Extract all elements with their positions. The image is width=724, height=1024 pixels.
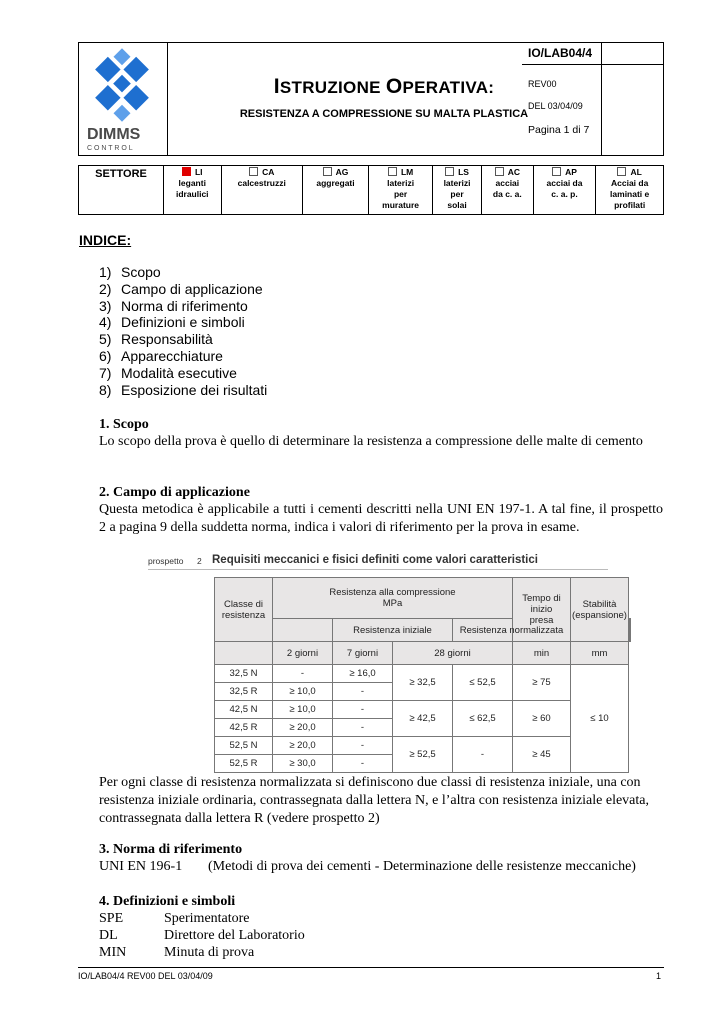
toc-item[interactable]: 5) Responsabilità xyxy=(99,331,213,348)
settore-label: SETTORE xyxy=(79,166,164,215)
header-28-giorni: 28 giorni xyxy=(393,642,513,665)
table-row: 42,5 N ≥ 10,0 - ≥ 42,5 ≤ 62,5 ≥ 60 xyxy=(215,701,631,719)
prospetto-title: Requisiti meccanici e fisici definiti come valori caratteristici xyxy=(212,554,538,566)
document-title: ISTRUZIONE OPERATIVA: xyxy=(273,75,495,98)
prospetto-table xyxy=(214,577,631,773)
footer-page-number: 1 xyxy=(656,971,662,981)
section-4-heading: 4. Definizioni e simboli xyxy=(99,894,236,909)
checkbox-icon[interactable] xyxy=(445,167,454,176)
revision-date: DEL 03/04/09 xyxy=(528,101,583,111)
doc-code: IO/LAB04/4 xyxy=(528,46,593,60)
toc-item[interactable]: 1) Scopo xyxy=(99,264,161,280)
header-stabilita: Stabilità (espansione) xyxy=(571,578,629,642)
section-3-text: (Metodi di prova dei cementi - Determinazione delle resistenze meccaniche) xyxy=(208,859,636,874)
checkbox-icon[interactable] xyxy=(552,167,561,176)
table-row: 32,5 R ≥ 10,0 - xyxy=(215,683,631,701)
settore-item-ca[interactable]: CA calcestruzzi xyxy=(221,166,302,215)
footer-rule xyxy=(78,967,664,968)
footer-doc-ref: IO/LAB04/4 REV00 DEL 03/04/09 xyxy=(78,971,213,981)
section-2-text: Questa metodica è applicabile a tutti i cementi descritti nella UNI EN 197-1. A tal fine, il prospetto 2 a pagina 9 della suddetta norma, indica i valori di riferimento per la prova in esame. xyxy=(99,502,663,535)
unit-min: min xyxy=(513,642,571,665)
logo-text: DIMMS xyxy=(87,126,141,143)
toc-item[interactable]: 2) Campo di applicazione xyxy=(99,280,263,297)
toc-item[interactable]: 3) Norma di riferimento xyxy=(99,297,248,314)
settore-item-li[interactable]: LI leganti idraulici xyxy=(164,166,222,215)
checkbox-icon[interactable] xyxy=(249,167,258,176)
definition-row: SPE Sperimentatore xyxy=(99,911,250,926)
header-iniziale: Resistenza iniziale xyxy=(333,619,453,642)
header-empty xyxy=(273,619,333,642)
table-of-contents xyxy=(99,264,267,398)
section-2-heading: 2. Campo di applicazione xyxy=(99,485,250,500)
toc-item[interactable]: 4) Definizioni e simboli xyxy=(99,314,245,331)
table-row: 32,5 N - ≥ 16,0 ≥ 32,5 ≤ 52,5 ≥ 75 ≤ 10 xyxy=(215,665,631,683)
definition-row: MIN Minuta di prova xyxy=(99,945,255,960)
logo-subtext: C O N T R O L xyxy=(87,145,133,152)
header-2-giorni: 2 giorni xyxy=(273,642,333,665)
logo-cell xyxy=(79,43,168,155)
header-classe: Classe di resistenza xyxy=(215,578,273,642)
classes-explanation: Per ogni classe di resistenza normalizzata si definiscono due classi di resistenza iniziale, una con resistenza iniziale ordinaria, contrassegnata dalla lettera N, e l’altra con resistenza iniziale elevata, contrassegnata dalla lettera R (vedere prospetto 2) xyxy=(99,775,649,826)
settore-item-ls[interactable]: LS laterizi per solai xyxy=(433,166,482,215)
prospetto-tag: prospetto xyxy=(148,556,184,566)
definition-row: DL Direttore del Laboratorio xyxy=(99,928,305,943)
header-tempo: Tempo di inizio presa xyxy=(513,578,571,642)
settore-item-al[interactable]: AL Acciai da laminati e profilati xyxy=(596,166,664,215)
settore-table xyxy=(78,165,664,215)
table-row: 42,5 R ≥ 20,0 - xyxy=(215,719,631,737)
index-title: INDICE: xyxy=(79,232,132,248)
toc-item[interactable]: 8) Esposizione dei risultati xyxy=(99,381,268,398)
section-3-heading: 3. Norma di riferimento xyxy=(99,842,243,857)
settore-item-ap[interactable]: AP acciai da c. a. p. xyxy=(533,166,596,215)
document-subtitle: RESISTENZA A COMPRESSIONE SU MALTA PLASTICA xyxy=(239,108,529,120)
toc-item[interactable]: 6) Apparecchiature xyxy=(99,347,223,364)
checkbox-icon[interactable] xyxy=(617,167,626,176)
checkbox-checked-icon[interactable] xyxy=(182,167,191,176)
section-1-heading: 1. Scopo xyxy=(99,417,149,432)
checkbox-icon[interactable] xyxy=(323,167,332,176)
table-row: 52,5 R ≥ 30,0 - xyxy=(215,755,631,773)
checkbox-icon[interactable] xyxy=(495,167,504,176)
page-number: Pagina 1 di 7 xyxy=(528,124,590,136)
settore-item-lm[interactable]: LM laterizi per murature xyxy=(369,166,433,215)
header-normalizzata: Resistenza normalizzata xyxy=(453,619,571,642)
unit-mm: mm xyxy=(571,642,629,665)
section-3-code: UNI EN 196-1 xyxy=(99,859,183,874)
header-resistenza: Resistenza alla compressione MPa xyxy=(273,578,513,619)
prospetto-number: 2 xyxy=(197,556,202,566)
dimms-logo xyxy=(79,43,167,155)
section-1-text: Lo scopo della prova è quello di determinare la resistenza a compressione delle malte di cemento xyxy=(99,434,643,449)
doc-code-cell xyxy=(522,42,664,65)
toc-item[interactable]: 7) Modalità esecutive xyxy=(99,364,237,381)
settore-item-ag[interactable]: AG aggregati xyxy=(302,166,368,215)
settore-item-ac[interactable]: AC acciai da c. a. xyxy=(481,166,533,215)
prospetto-rule xyxy=(148,569,608,570)
stabilita-value: ≤ 10 xyxy=(571,665,629,773)
header-7-giorni: 7 giorni xyxy=(333,642,393,665)
revision: REV00 xyxy=(528,79,557,89)
table-row: 52,5 N ≥ 20,0 - ≥ 52,5 - ≥ 45 xyxy=(215,737,631,755)
checkbox-icon[interactable] xyxy=(388,167,397,176)
